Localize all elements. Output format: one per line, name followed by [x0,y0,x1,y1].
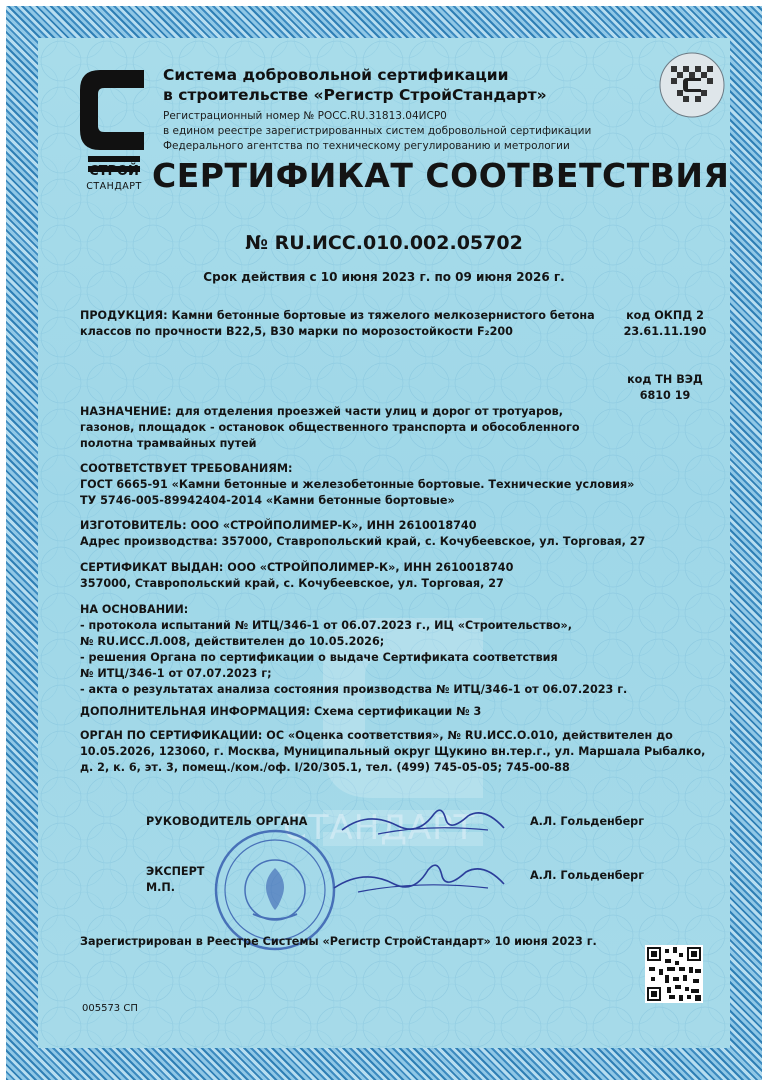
basis-line1: - протокола испытаний № ИТЦ/346-1 от 06.07.2023 г., ИЦ «Строительство», [80,619,572,632]
basis-line3: - решения Органа по сертификации о выдаче Сертификата соответствия [80,651,558,664]
hologram-seal-icon [659,52,725,118]
basis-line2: № RU.ИСС.Л.008, действителен до 10.05.2026; [80,635,385,648]
expert-signature-icon [328,854,508,898]
certificate-body [38,38,730,1048]
validity-period: Срок действия с 10 июня 2023 г. по 09 июня 2026 г. [203,270,565,284]
registry-line: в едином реестре зарегистрированных систем добровольной сертификации [163,125,592,137]
expert-label: ЭКСПЕРТ [146,865,205,878]
issued-to-address: 357000, Ставропольский край, с. Кочубеевское, ул. Торговая, 27 [80,577,504,590]
requirements-tu: ТУ 5746-005-89942404-2014 «Камни бетонные бортовые» [80,494,455,507]
manufacturer-line1: ИЗГОТОВИТЕЛЬ: ООО «СТРОЙПОЛИМЕР-К», ИНН 2610018740 [80,519,477,532]
certificate-number: № RU.ИСС.010.002.05702 [245,232,523,254]
head-label: РУКОВОДИТЕЛЬ ОРГАНА [146,815,308,828]
tnved-label: код ТН ВЭД [627,373,703,386]
head-name: А.Л. Гольденберг [530,815,645,828]
system-title-line1: Система добровольной сертификации [163,66,509,84]
head-signature-icon [338,800,508,840]
purpose-line2: газонов, площадок - остановок общественного транспорта и обособленного [80,421,580,434]
manufacturer-address: Адрес производства: 357000, Ставропольский край, с. Кочубеевское, ул. Торговая, 27 [80,535,646,548]
purpose-line3: полотна трамвайных путей [80,437,257,450]
registration-number: Регистрационный номер № РОСС.RU.31813.04ИСР0 [163,110,447,122]
agency-line: Федерального агентства по техническому регулированию и метрологии [163,140,570,152]
cert-body-line3: д. 2, к. 6, эт. 3, помещ./ком./оф. I/20/305.1, тел. (499) 745-05-05; 745-00-88 [80,761,570,774]
mp-label: М.П. [146,881,175,894]
additional-info: ДОПОЛНИТЕЛЬНАЯ ИНФОРМАЦИЯ: Схема сертификации № 3 [80,705,482,718]
requirements-heading: СООТВЕТСТВУЕТ ТРЕБОВАНИЯМ: [80,462,293,475]
watermark-text: СТАНДАРТ [283,808,476,848]
tnved-value: 6810 19 [639,389,691,402]
serial-number: 005573 СП [82,1003,138,1014]
requirements-gost: ГОСТ 6665-91 «Камни бетонные и железобетонные бортовые. Технические условия» [80,478,635,491]
basis-heading: НА ОСНОВАНИИ: [80,603,189,616]
okpd-label: код ОКПД 2 [626,309,704,322]
certificate-title: СЕРТИФИКАТ СООТВЕТСТВИЯ [152,156,730,195]
okpd-value: 23.61.11.190 [623,325,707,338]
cert-body-line1: ОРГАН ПО СЕРТИФИКАЦИИ: ОС «Оценка соответствия», № RU.ИСС.О.010, действителен до [80,729,673,742]
purpose-line1: НАЗНАЧЕНИЕ: для отделения проезжей части улиц и дорог от тротуаров, [80,405,563,418]
basis-line5: - акта о результатах анализа состояния производства № ИТЦ/346-1 от 06.07.2023 г. [80,683,628,696]
product-line2: классов по прочности В22,5, В30 марки по морозостойкости F₂200 [80,325,513,338]
expert-name: А.Л. Гольденберг [530,869,645,882]
logo-text-standart: СТАНДАРТ [86,181,142,192]
basis-line4: № ИТЦ/346-1 от 07.07.2023 г; [80,667,272,680]
logo-text-stroy: СТРОЙ [89,164,139,179]
issued-to-line1: СЕРТИФИКАТ ВЫДАН: ООО «СТРОЙПОЛИМЕР-К», ИНН 2610018740 [80,561,514,574]
product-line1: ПРОДУКЦИЯ: Камни бетонные бортовые из тяжелого мелкозернистого бетона [80,309,595,322]
system-title [163,65,547,105]
cert-body-line2: 10.05.2026, 123060, г. Москва, Муниципальный округ Щукино вн.тер.г., ул. Маршала Рыбалко, [80,745,706,758]
qr-code-icon [645,945,703,1003]
system-title-line2: в строительстве «Регистр СтройСтандарт» [163,86,547,104]
registered-note: Зарегистрирован в Реестре Системы «Регистр СтройСтандарт» 10 июня 2023 г. [80,935,597,948]
